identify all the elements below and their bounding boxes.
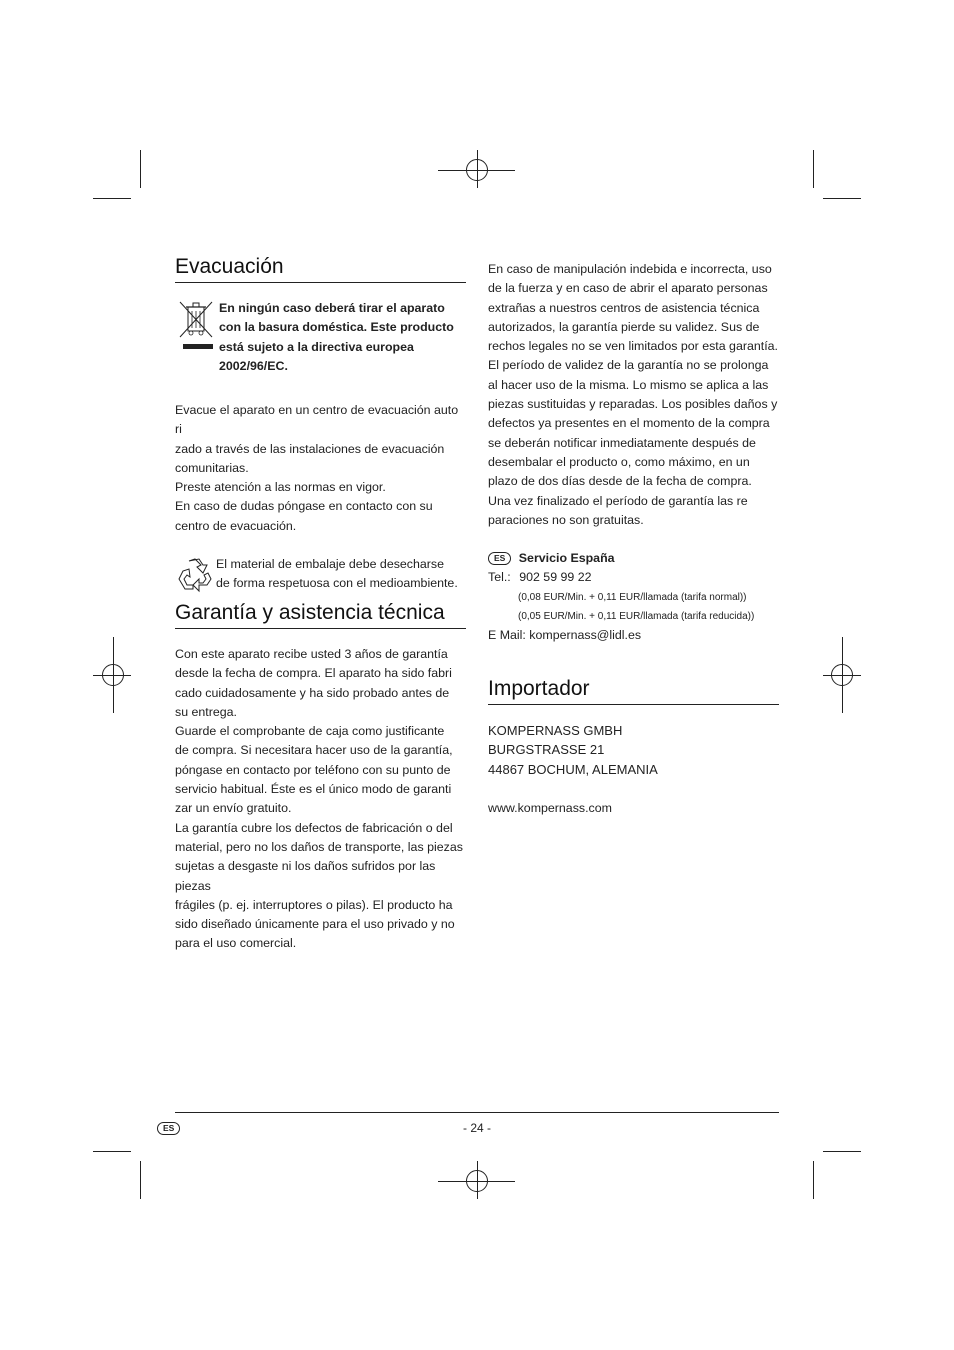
warranty-text-line: El período de validez de la garantía no se prolonga <box>488 358 769 373</box>
warranty-text-line: servicio habitual. Éste es el único modo de garanti <box>175 782 452 797</box>
importer-address-line: 44867 BOCHUM, ALEMANIA <box>488 761 658 777</box>
warranty-text-line: extrañas a nuestros centros de asistencia técnica <box>488 300 760 315</box>
disposal-text-line: zado a través de las instalaciones de evacuación <box>175 441 445 456</box>
disposal-notice-line: 2002/96/EC. <box>219 358 288 373</box>
warranty-text-line: su entrega. <box>175 704 237 719</box>
warranty-text-line: material, pero no los daños de transporte, las piezas <box>175 839 463 854</box>
service-block <box>488 549 779 645</box>
warranty-text-line: desde la fecha de compra. El aparato ha sido fabri <box>175 666 452 681</box>
warranty-text-line: para el uso comercial. <box>175 936 297 951</box>
warranty-heading: Garantía y asistencia técnica <box>175 601 466 629</box>
recycle-icon <box>175 557 215 600</box>
disposal-notice-line: está sujeto a la directiva europea <box>219 339 414 354</box>
page-number: - 24 - <box>462 1121 491 1135</box>
warranty-text-line: plazo de dos días desde de la fecha de compra. <box>488 474 752 489</box>
warranty-text-line: se deberán notificar inmediatamente después de <box>488 435 756 450</box>
footer-rule <box>175 1112 779 1113</box>
warranty-text-line: frágiles (p. ej. interruptores o pilas). El producto ha <box>175 897 453 912</box>
warranty-text-line: zar un envío gratuito. <box>175 801 292 816</box>
tel-label: Tel.: <box>488 570 511 585</box>
warranty-text-line: Una vez finalizado el período de garantía las re <box>488 493 748 508</box>
disposal-notice-line: con la basura doméstica. Este producto <box>219 320 454 335</box>
warranty-text-line: al hacer uso de la misma. Lo mismo se aplica a las <box>488 377 769 392</box>
warranty-text-line: En caso de manipulación indebida e incorrecta, uso <box>488 262 772 276</box>
packaging-note-line: El material de embalaje debe desecharse <box>216 557 444 572</box>
warranty-text-line: sido diseñado únicamente para el uso privado y no <box>175 917 455 932</box>
warranty-text-line: desembalar el producto o, como máximo, en un <box>488 454 750 469</box>
warranty-text-line: póngase en contacto por teléfono con su punto de <box>175 762 451 777</box>
warranty-section <box>175 601 466 954</box>
disposal-notice-line: En ningún caso deberá tirar el aparato <box>219 301 445 315</box>
warranty-text-line: Guarde el comprobante de caja como justificante <box>175 724 445 739</box>
crossed-bin-icon <box>177 301 215 360</box>
disposal-heading: Evacuación <box>175 255 466 283</box>
warranty-text-line: defectos ya presentes en el momento de la compra <box>488 416 770 431</box>
warranty-text-line: autorizados, la garantía pierde su validez. Sus de <box>488 319 760 334</box>
importer-address-line: KOMPERNASS GMBH <box>488 723 623 738</box>
rate-reduced: (0,05 EUR/Min. + 0,11 EUR/llamada (tarifa reducida)) <box>518 610 755 622</box>
disposal-text-line: Evacue el aparato en un centro de evacuación auto ri <box>175 403 459 437</box>
disposal-text-line: comunitarias. <box>175 460 249 475</box>
warranty-text-line: rechos legales no se ven limitados por esta garantía. <box>488 339 778 354</box>
rate-normal: (0,08 EUR/Min. + 0,11 EUR/llamada (tarifa normal)) <box>518 591 747 603</box>
disposal-section <box>175 255 466 597</box>
footer-country-badge: ES <box>157 1122 180 1135</box>
warranty-text-line: piezas sustituidas y reparadas. Los posibles daños y <box>488 397 778 412</box>
disposal-text-line: Preste atención a las normas en vigor. <box>175 480 386 495</box>
warranty-continued <box>488 260 779 645</box>
importer-section <box>488 677 779 818</box>
packaging-note-line: de forma respetuosa con el medioambiente. <box>216 576 458 591</box>
disposal-text-line: En caso de dudas póngase en contacto con su <box>175 499 433 514</box>
service-title: Servicio España <box>518 551 615 566</box>
warranty-text-line: de la fuerza y en caso de abrir el aparato personas <box>488 281 768 296</box>
country-badge: ES <box>488 552 511 565</box>
warranty-text-line: paraciones no son gratuitas. <box>488 512 644 527</box>
warranty-text-line: sujetas a desgaste ni los daños sufridos por las piezas <box>175 859 436 893</box>
importer-heading: Importador <box>488 677 779 705</box>
disposal-text-line: centro de evacuación. <box>175 518 297 533</box>
importer-address-line: BURGSTRASSE 21 <box>488 742 605 758</box>
service-email[interactable]: E Mail: kompernass@lidl.es <box>488 627 642 642</box>
tel-number: 902 59 99 22 <box>519 570 592 585</box>
warranty-text-line: La garantía cubre los defectos de fabricación o del <box>175 820 453 835</box>
warranty-text-line: de compra. Si necesitara hacer uso de la garantía, <box>175 743 453 758</box>
importer-website[interactable]: www.kompernass.com <box>488 800 612 815</box>
warranty-text-line: cado cuidadosamente y ha sido probado antes de <box>175 685 450 700</box>
warranty-text-line: Con este aparato recibe usted 3 años de garantía <box>175 647 448 661</box>
